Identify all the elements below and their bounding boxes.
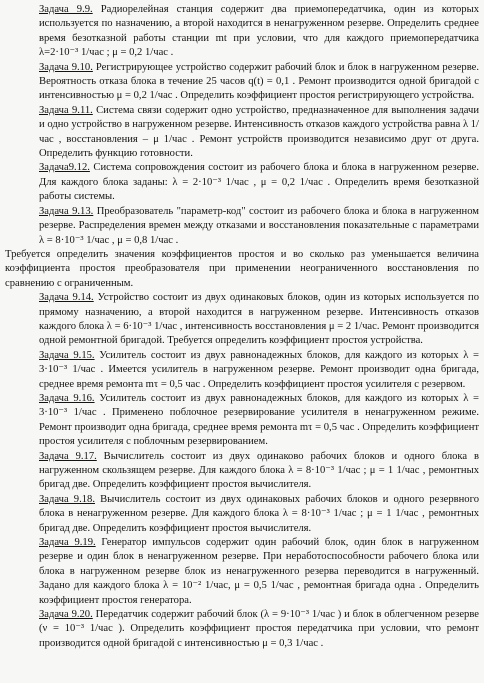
task-title: Задача 9.15. (39, 349, 95, 361)
task-9-17 (5, 450, 479, 493)
task-text: Преобразователь "параметр-код" состоит из рабочего блока и блока в нагруженном резерве. Распределения времен между отказами и восстановления показательные с параметрами λ = 8·10⁻³ 1/час , μ = 0,8 1/час . (39, 205, 479, 246)
task-9-12 (5, 161, 479, 204)
task-text: Регистрирующее устройство содержит рабочий блок и блок в нагруженном резерве. Вероятность отказа блока в течение 25 часов q(t) = 0,1 . Ремонт производится одной бригадой с интенсивностью μ = 0,2 1/час . Определить коэффициент простоя регистрирующего устройства. (39, 61, 480, 102)
task-text: Вычислитель состоит из двух одинаковых рабочих блоков и одного резервного блока в ненагруженном резерве. Для каждого блока λ = 8·10⁻³ 1/час ; μ = 1 1/час , ремонтных бригад две. Определить коэффициент простоя вычислителя. (39, 493, 479, 534)
task-title: Задача 9.14. (39, 292, 94, 304)
task-text: Усилитель состоит из двух равнонадежных блоков, для каждого из которых λ = 3·10⁻³ 1/час . Имеется усилитель в нагруженном резерве. Ремонт производит одна бригада, среднее время ремонта mτ = 0,5 час . Определить коэффициент простоя усилителя с резервом. (39, 349, 479, 390)
task-text: Система сопровождения состоит из рабочего блока и блока в нагруженном резерве. Для каждого блока заданы: λ = 2·10⁻³ 1/час , μ = 0,2 1/час . Определить время безотказной работы системы. (39, 162, 479, 203)
task-text: Усилитель состоит из двух равнонадежных блоков, для каждого из которых λ = 3·10⁻³ 1/час . Применено поблочное резервирование усилителя в ненагруженном режиме. Ремонт производит одна бригада, среднее время ремонта mτ = 0,5 час . Определить коэффициент простоя усилителя с поблочным резервированием. (39, 392, 479, 448)
task-9-9 (5, 3, 479, 61)
task-9-14 (5, 291, 479, 349)
task-text: Система связи содержит одно устройство, предназначенное для выполнения задачи и одно устройство в нагруженном резерве. Интенсивность отказов каждого устройства равна λ 1/час , восстановления – μ 1/час . Ремонт устройств производится независимо друг от друга. Определить функцию готовности. (39, 104, 479, 160)
task-9-10 (5, 61, 479, 104)
task-title: Задача9.12. (39, 162, 90, 174)
task-text: Передатчик содержит рабочий блок (λ = 9·10⁻³ 1/час ) и блок в облегченном резерве (ν = 10⁻³ 1/час ). Определить коэффициент простоя передатчика при условии, что ремонт производится одной бригадой с интенсивностью μ = 0,3 1/час . (39, 609, 480, 649)
task-9-11 (5, 104, 479, 162)
task-title: Задача 9.9. (39, 4, 93, 15)
task-9-16 (5, 392, 479, 450)
task-text: Радиорелейная станция содержит два приемопередатчика, один из которых используется по назначению, а второй находится в ненагруженном резерве. Определить среднее время безотказной работы станции mt при условии, что для каждого приемопередатчика λ=2·10⁻³ 1/час ; μ = 0,2 1/час . (39, 4, 479, 59)
task-title: Задача 9.18. (39, 493, 95, 505)
task-title: Задача 9.13. (39, 205, 94, 217)
task-9-19 (5, 536, 479, 608)
task-extra-text: Требуется определить значения коэффициентов простоя и во сколько раз уменьшается величина коэффициента простоя преобразователя при применении неограниченного восстановления по сравнению с ограниченным. (5, 248, 479, 289)
task-text: Устройство состоит из двух одинаковых блоков, один из которых используется по прямому назначению, а второй находится в нагруженном резерве. Интенсивность отказов каждого блока λ = 6·10⁻³ 1/час , интенсивность восстановления μ = 2 1/час. Ремонт производится одной ремонтной бригадой. Требуется определить коэффициент простоя устройства. (39, 292, 480, 347)
task-title: Задача 9.19. (39, 537, 96, 549)
task-title: Задача 9.17. (39, 450, 97, 462)
task-9-18 (5, 493, 479, 536)
task-title: Задача 9.10. (39, 61, 93, 73)
task-9-15 (5, 349, 479, 392)
task-text: Вычислитель состоит из двух одинаково рабочих блоков и одного блока в нагруженном скользящем резерве. Для каждого блока λ = 8·10⁻³ 1/час ; μ = 1 1/час , ремонтных бригад две. Определить коэффициент простоя вычислителя. (39, 450, 479, 491)
task-text: Генератор импульсов содержит один рабочий блок, один блок в нагруженном резерве и один блок в ненагруженном резерве. При неработоспособности рабочего блока или блока в нагруженном резерве блок из ненагруженного резерва переводится в нагруженный. Задано для каждого блока λ = 10⁻² 1/час, μ = 0,5 1/час , ремонтная бригада одна . Определить коэффициент простоя генератора. (39, 537, 480, 606)
task-title: Задача 9.20. (39, 609, 93, 621)
task-title: Задача 9.11. (39, 104, 93, 116)
task-9-20 (5, 608, 479, 651)
task-9-13 (5, 205, 479, 291)
task-title: Задача 9.16. (39, 392, 95, 404)
